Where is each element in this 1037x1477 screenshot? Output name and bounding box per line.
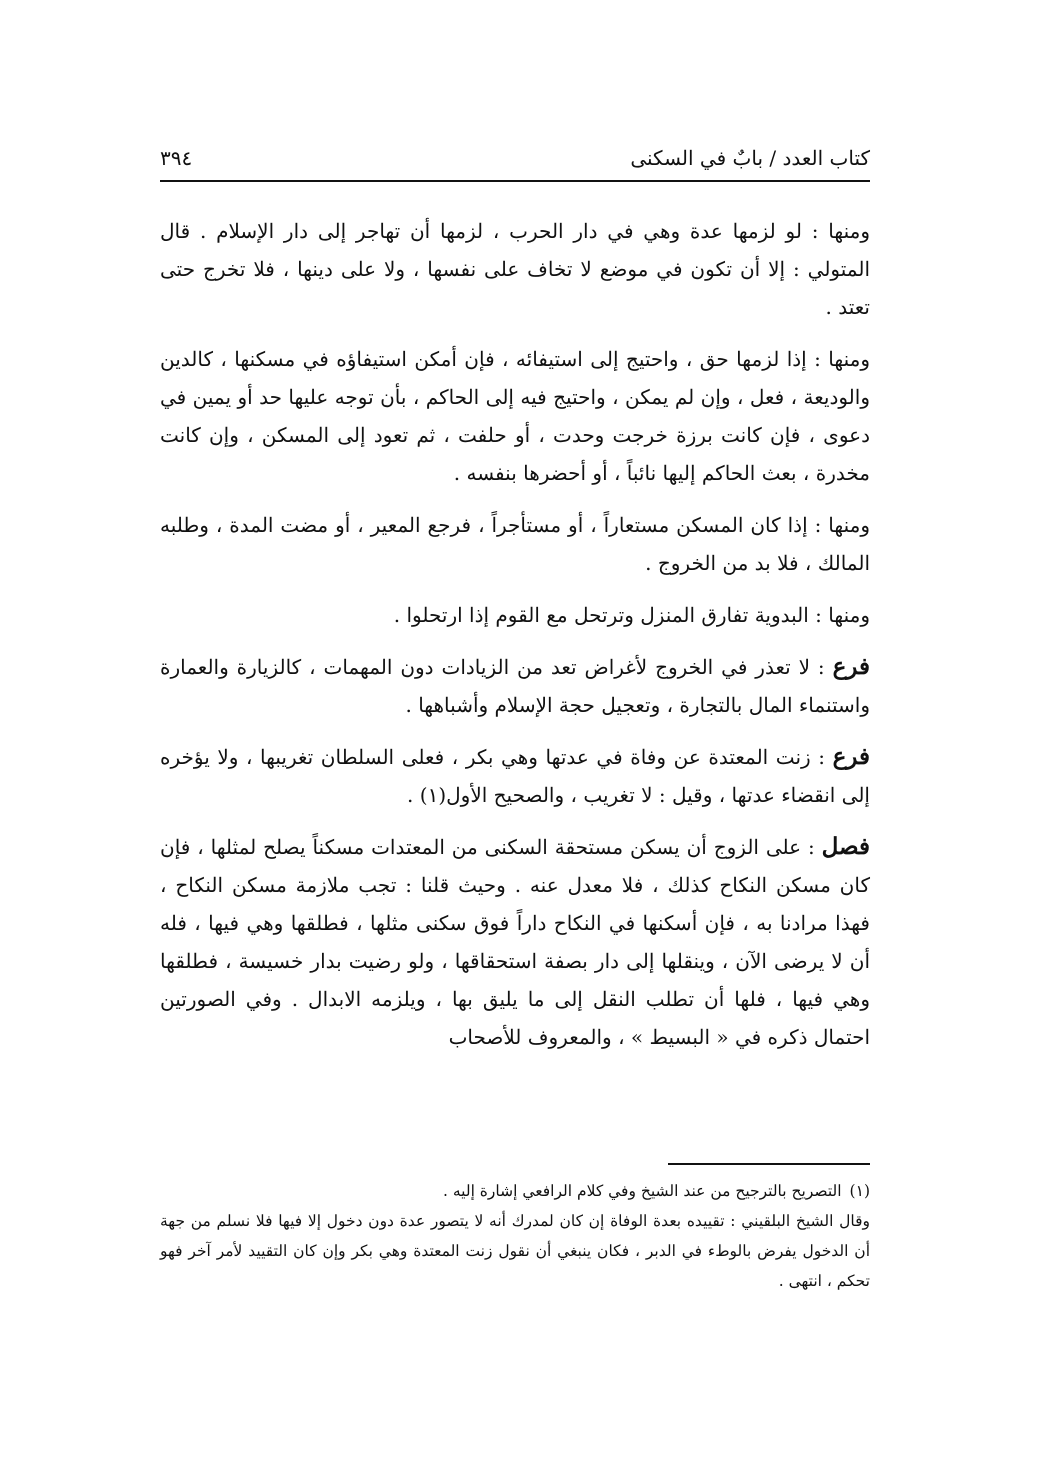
paragraph-6-text: : زنت المعتدة عن وفاة في عدتها وهي بكر ، فعلى السلطان تغريبها ، ولا يؤخره إلى انقضاء عدتها ، وقيل : لا تغريب ، والصحيح الأول(١) . <box>160 745 870 807</box>
main-text <box>160 212 870 1070</box>
footnote-1-line-1: التصريح بالترجيح من عند الشيخ وفي كلام الرافعي إشارة إليه . <box>443 1182 842 1200</box>
paragraph-1: ومنها : لو لزمها عدة وهي في دار الحرب ، لزمها أن تهاجر إلى دار الإسلام . قال المتولي : إلا أن تكون في موضع لا تخاف على نفسها ، ولا على دينها ، فلا تخرج حتى تعتد . <box>160 219 871 319</box>
section-lead-far: فرع <box>832 653 870 680</box>
paragraph-3: ومنها : إذا كان المسكن مستعاراً ، أو مستأجراً ، فرجع المعير ، أو مضت المدة ، وطلبه المالك ، فلا بد من الخروج . <box>160 513 870 575</box>
paragraph-5 <box>160 648 870 724</box>
footnote-1-continuation: وقال الشيخ البلقيني : تقييده بعدة الوفاة إن كان لمدرك أنه لا يتصور عدة دون دخول إلا فيها فلا نسلم من جهة أن الدخول يفرض بالوطء في الدبر ، فكان ينبغي أن نقول زنت المعتدة وهي بكر وإن كان التقييد لأمر آخر فهو تحكم ، انتهى . <box>160 1212 870 1290</box>
paragraph-5-text: : لا تعذر في الخروج لأغراض تعد من الزيادات دون المهمات ، كالزيارة والعمارة واستنماء المال بالتجارة ، وتعجيل حجة الإسلام وأشباهها . <box>160 655 870 717</box>
footnote-1 <box>160 1176 870 1206</box>
paragraph-6 <box>160 738 870 814</box>
paragraph-2: ومنها : إذا لزمها حق ، واحتيج إلى استيفائه ، فإن أمكن استيفاؤه في مسكنها ، كالدين والوديعة ، فعل ، وإن لم يمكن ، واحتيج فيه إلى الحاكم ، بأن توجه عليها حد أو يمين في دعوى ، فإن كانت برزة خرجت وحدت ، أو حلفت ، ثم تعود إلى المسكن ، وإن كانت مخدرة ، بعث الحاكم إليها نائباً ، أو أحضرها بنفسه . <box>160 347 870 485</box>
section-lead-fasl: فصل <box>821 833 870 860</box>
footnote-number: (١) <box>849 1182 870 1200</box>
footnote-rule <box>668 1163 870 1165</box>
running-title: كتاب العدد / بابٌ في السكنى <box>630 146 870 170</box>
section-lead-far: فرع <box>832 743 870 770</box>
footnotes <box>160 1176 870 1296</box>
header-rule <box>160 180 870 182</box>
paragraph-7 <box>160 828 870 1056</box>
page-header <box>160 140 870 176</box>
paragraph-4: ومنها : البدوية تفارق المنزل وترتحل مع القوم إذا ارتحلوا . <box>393 603 870 627</box>
paragraph-7-text: : على الزوج أن يسكن مستحقة السكنى من المعتدات مسكناً يصلح لمثلها ، فإن كان مسكن النكاح كذلك ، فلا معدل عنه . وحيث قلنا : تجب ملازمة مسكن النكاح ، فهذا مرادنا به ، فإن أسكنها في النكاح داراً فوق سكنى مثلها ، فطلقها وهي فيها ، فله أن لا يرضى الآن ، وينقلها إلى دار بصفة استحقاقها ، ولو رضيت بدار خسيسة ، فطلقها وهي فيها ، فلها أن تطلب النقل إلى ما يليق بها ، ويلزمه الابدال . وفي الصورتين احتمال ذكره في « البسيط » ، والمعروف للأصحاب <box>160 835 870 1049</box>
page-number: ٣٩٤ <box>160 146 193 170</box>
